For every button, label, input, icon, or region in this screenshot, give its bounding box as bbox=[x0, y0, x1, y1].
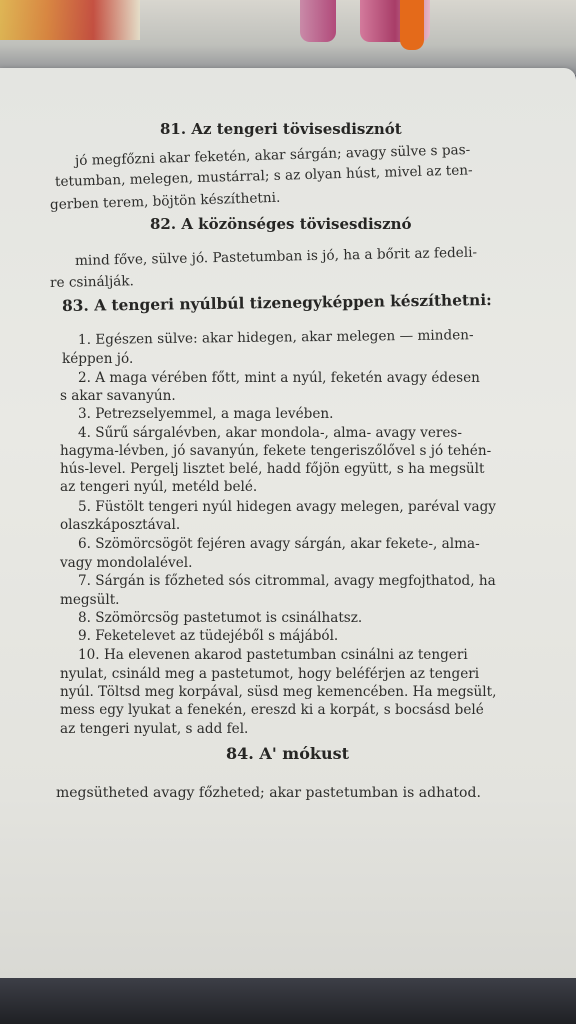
text-line: s akar savanyún. bbox=[60, 388, 176, 404]
text-line: 5. Füstölt tengeri nyúl hidegen avagy melegen, paréval vagy bbox=[78, 499, 496, 515]
text-line: 2. A maga vérében főtt, mint a nyúl, feketén avagy édesen bbox=[78, 370, 480, 386]
text-line: tetumban, melegen, mustárral; s az olyan húst, mivel az ten- bbox=[54, 162, 473, 190]
text-line: hús-level. Pergelj lisztet belé, hadd főjön együtt, s ha megsült bbox=[60, 461, 485, 477]
text-line: 4. Sűrű sárgalévben, akar mondola-, alma- avagy veres- bbox=[78, 425, 462, 441]
text-line: mess egy lyukat a fenekén, ereszd ki a korpát, s bocsásd belé bbox=[60, 702, 484, 718]
text-line: vagy mondolalével. bbox=[60, 555, 193, 571]
text-line: olaszkáposztával. bbox=[60, 517, 181, 533]
text-line: megsütheted avagy főzheted; akar pastetumban is adhatod. bbox=[56, 785, 481, 801]
text-line: nyulat, csináld meg a pastetumot, hogy beléférjen az tengeri bbox=[60, 666, 480, 682]
text-line: jó megfőzni akar feketén, akar sárgán; avagy sülve s pas- bbox=[74, 141, 471, 169]
text-line: az tengeri nyúl, metéld belé. bbox=[60, 479, 258, 495]
text-line: 6. Szömörcsögöt fejéren avagy sárgán, akar fekete-, alma- bbox=[78, 536, 480, 552]
text-line: 1. Egészen sülve: akar hidegen, akar melegen — minden- bbox=[77, 327, 474, 348]
background-objects bbox=[0, 0, 576, 75]
orange-cap bbox=[400, 0, 424, 50]
background-surface bbox=[0, 978, 576, 1024]
book-page bbox=[0, 68, 576, 978]
text-line: képpen jó. bbox=[62, 351, 134, 367]
text-line: az tengeri nyulat, s add fel. bbox=[60, 721, 249, 737]
section-heading-81: 81. Az tengeri tövisesdisznót bbox=[160, 120, 402, 138]
text-line: 10. Ha elevenen akarod pastetumban csinálni az tengeri bbox=[78, 647, 468, 663]
text-line: nyúl. Töltsd meg korpával, süsd meg kemencében. Ha megsült, bbox=[60, 684, 497, 700]
section-heading-84: 84. A' mókust bbox=[226, 744, 350, 763]
text-line: re csinálják. bbox=[49, 273, 135, 291]
text-line: 9. Feketelevet az tüdejéből s májából. bbox=[78, 628, 339, 644]
pink-bottle bbox=[300, 0, 336, 42]
text-line: mind főve, sülve jó. Pastetumban is jó, ha a bőrit az fedeli- bbox=[74, 244, 478, 269]
text-line: gerben terem, böjtön készíthetni. bbox=[49, 189, 281, 213]
text-line: 8. Szömörcsög pastetumot is csinálhatsz. bbox=[78, 610, 363, 626]
product-label bbox=[0, 0, 140, 40]
text-line: megsült. bbox=[60, 592, 120, 608]
text-line: 7. Sárgán is főzheted sós citrommal, avagy megfojthatod, ha bbox=[78, 573, 496, 589]
text-line: 3. Petrezselyemmel, a maga levében. bbox=[78, 406, 334, 422]
text-line: hagyma-lévben, jó savanyún, fekete tengeriszőlővel s jó tehén- bbox=[60, 443, 492, 459]
section-heading-83: 83. A tengeri nyúlbúl tizenegyképpen készíthetni: bbox=[61, 290, 492, 315]
section-heading-82: 82. A közönséges tövisesdisznó bbox=[150, 215, 412, 233]
